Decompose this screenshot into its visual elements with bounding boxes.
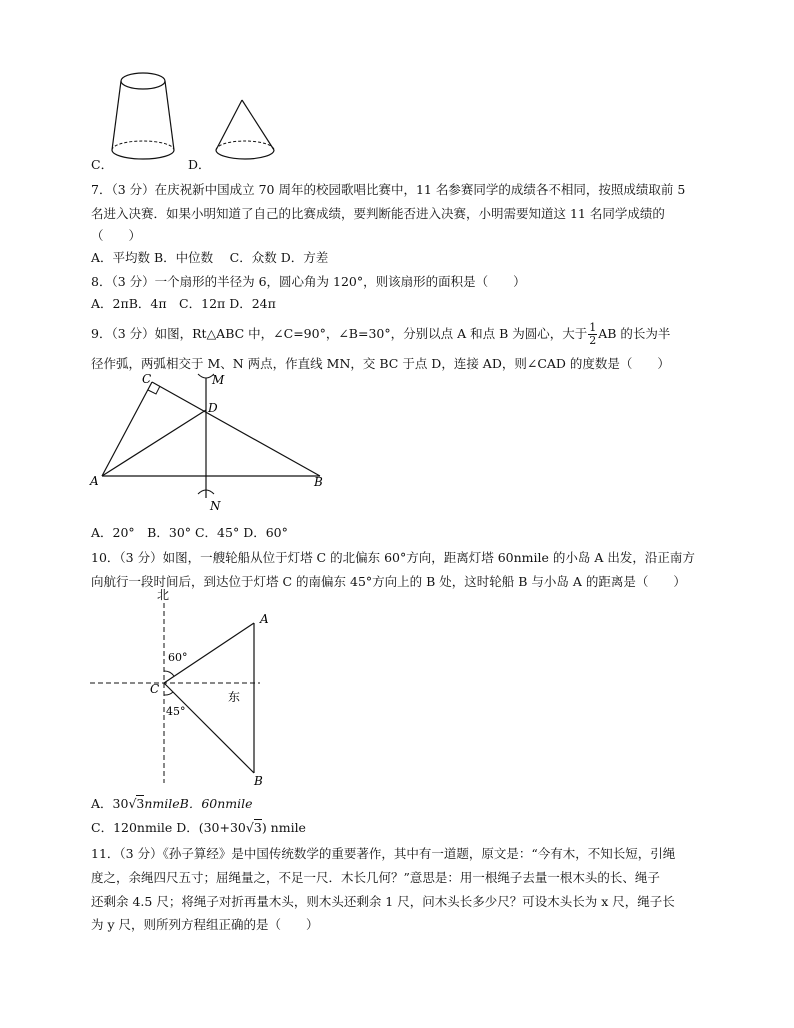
- label-b: B: [254, 774, 263, 788]
- angle-60: 60°: [168, 651, 188, 664]
- frustum-figure: [110, 70, 180, 165]
- q9-options: A．20° B．30° C．45° D．60°: [91, 525, 288, 540]
- q9-line1: [91, 322, 670, 347]
- label-m: M: [212, 373, 225, 387]
- q11-line3: 还剩余 4.5 尺；将绳子对折再量木头，则木头还剩余 1 尺，问木头长多少尺？可设木头长为 x 尺，绳子长: [91, 894, 675, 909]
- label-c: C: [150, 682, 160, 696]
- q7-line3: （ ）: [91, 228, 142, 243]
- label-b: B: [314, 475, 323, 489]
- q10-line1: 10．（3 分）如图，一艘轮船从位于灯塔 C 的北偏东 60°方向，距离灯塔 60nmile 的小岛 A 出发，沿正南方: [91, 550, 695, 565]
- label-north: 北: [157, 588, 170, 602]
- q10-options-ab: [91, 794, 253, 812]
- q10-opt-a-pre: A．30: [91, 796, 129, 811]
- sqrt-sign: √: [245, 820, 254, 835]
- q9-frac-den: 2: [589, 334, 597, 347]
- q10-line2: 向航行一段时间后，到达位于灯塔 C 的南偏东 45°方向上的 B 处，这时轮船 B 与小岛 A 的距离是（ ）: [91, 574, 686, 589]
- q8-line1: 8．（3 分）一个扇形的半径为 6，圆心角为 120°，则该扇形的面积是（ ）: [91, 274, 526, 289]
- angle-45: 45°: [166, 705, 186, 718]
- q7-options: A．平均数 B．中位数 C．众数 D．方差: [91, 250, 329, 265]
- option-d-label: D．: [188, 157, 211, 172]
- label-c: C: [142, 372, 152, 386]
- label-east: 东: [228, 690, 241, 704]
- q10-opt-a-post: nmileB．60nmile: [144, 796, 253, 811]
- q7-line2: 名进入决赛．如果小明知道了自己的比赛成绩，要判断能否进入决赛，小明需要知道这 11 名同学成绩的: [91, 206, 665, 221]
- q10-opt-d-rad: 3: [253, 820, 262, 835]
- q10-navigation-figure: [88, 585, 268, 790]
- cone-figure: [212, 98, 282, 166]
- sqrt-sign: √: [128, 796, 137, 811]
- q9-line1-post: AB 的长为半: [598, 326, 671, 341]
- q11-line4: 为 y 尺，则所列方程组正确的是（ ）: [91, 917, 319, 932]
- q9-triangle-figure: [88, 370, 338, 520]
- option-c-label: C．: [91, 157, 114, 172]
- q9-line2: 径作弧，两弧相交于 M、N 两点，作直线 MN，交 BC 于点 D，连接 AD，则∠CAD 的度数是（ ）: [91, 356, 670, 371]
- q9-frac-num: 1: [589, 321, 597, 334]
- q11-line2: 度之，余绳四尺五寸；屈绳量之，不足一尺．木长几何？”意思是：用一根绳子去量一根木头的长、绳子: [91, 870, 660, 885]
- q8-options: A．2πB．4π C．12π D．24π: [91, 296, 276, 311]
- q9-line1-pre: 9．（3 分）如图，Rt△ABC 中，∠C=90°，∠B=30°，分别以点 A 和点 B 为圆心，大于: [91, 326, 588, 341]
- label-d: D: [208, 401, 218, 415]
- q10-options-cd: [91, 818, 306, 836]
- q11-line1: 11．（3 分）《孙子算经》是中国传统数学的重要著作，其中有一道题，原文是：“今有木，不知长短，引绳: [91, 846, 676, 861]
- q9-fraction: [588, 322, 597, 347]
- label-a: A: [260, 612, 269, 626]
- q7-line1: 7．（3 分）在庆祝新中国成立 70 周年的校园歌唱比赛中，11 名参赛同学的成绩各不相同，按照成绩取前 5: [91, 182, 686, 197]
- q10-opt-a-rad: 3: [136, 796, 145, 811]
- q10-opt-c: C．120nmile D．(30+30: [91, 820, 246, 835]
- label-n: N: [210, 499, 221, 513]
- label-a: A: [90, 474, 99, 488]
- q10-opt-d-post: ) nmile: [261, 820, 306, 835]
